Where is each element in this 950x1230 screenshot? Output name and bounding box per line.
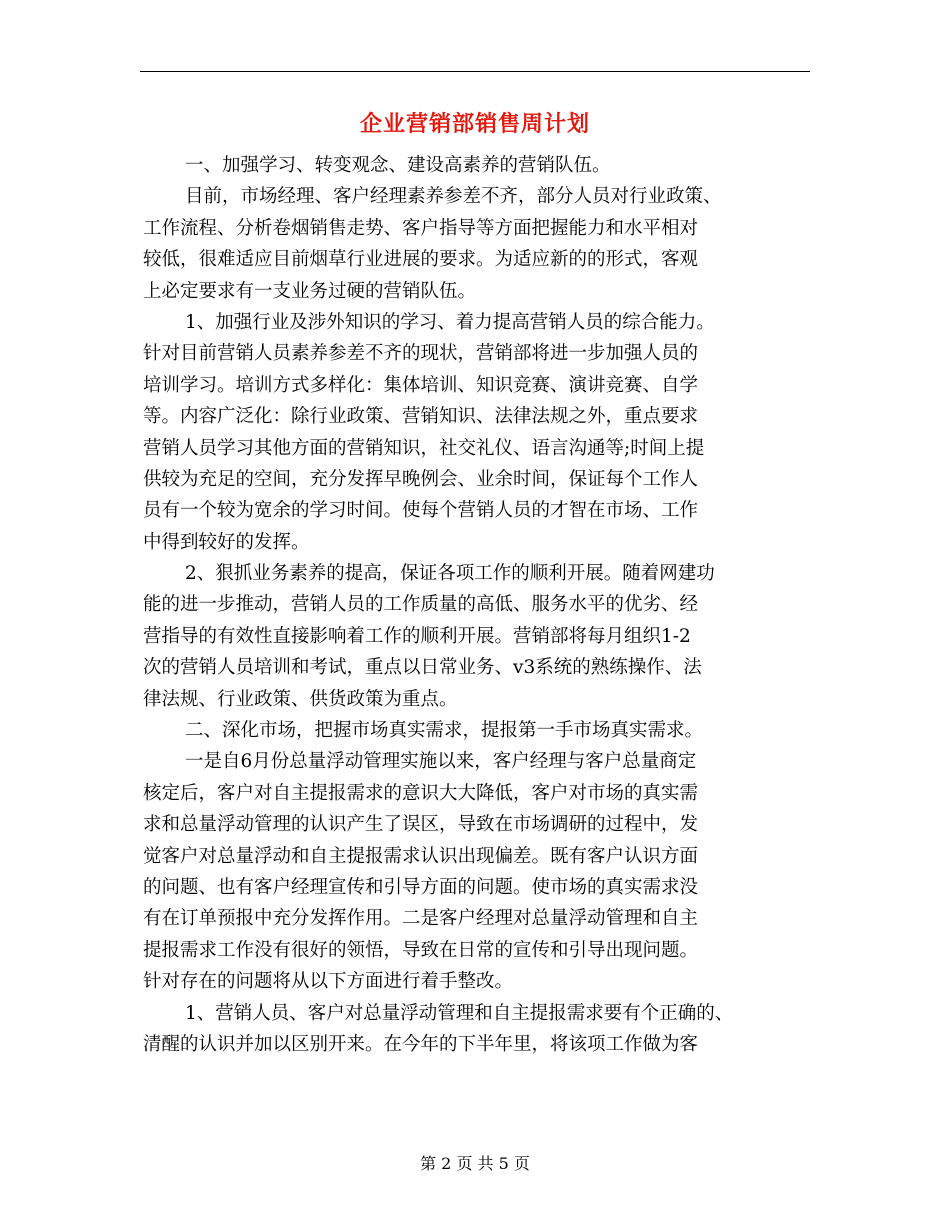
paragraph-line: 工作流程、分析卷烟销售走势、客户指导等方面把握能力和水平相对 bbox=[143, 217, 699, 239]
paragraph-line: 能的进一步推动，营销人员的工作质量的高低、服务水平的优劣、经 bbox=[143, 594, 699, 616]
paragraph-line: 上必定要求有一支业务过硬的营销队伍。 bbox=[143, 280, 477, 302]
paragraph-line: 目前，市场经理、客户经理素养参差不齐，部分人员对行业政策、 bbox=[185, 186, 722, 208]
paragraph-line: 供较为充足的空间，充分发挥早晚例会、业余时间，保证每个工作人 bbox=[143, 468, 699, 490]
document-body bbox=[143, 150, 815, 1060]
paragraph-line: 次的营销人员培训和考试，重点以日常业务、v3系统的熟练操作、法 bbox=[143, 657, 702, 679]
paragraph-line: 律法规、行业政策、供货政策为重点。 bbox=[143, 688, 458, 710]
paragraph-line: 求和总量浮动管理的认识产生了误区，导致在市场调研的过程中，发 bbox=[143, 814, 699, 836]
page-footer: 第 2 页 共 5 页 bbox=[420, 1154, 530, 1173]
paragraph-line: 营指导的有效性直接影响着工作的顺利开展。营销部将每月组织1-2 bbox=[143, 625, 691, 647]
paragraph-line: 一是自6月份总量浮动管理实施以来，客户经理与客户总量商定 bbox=[185, 751, 697, 773]
paragraph-line: 等。内容广泛化：除行业政策、营销知识、法律法规之外，重点要求 bbox=[143, 406, 699, 428]
paragraph-line: 提报需求工作没有很好的领悟，导致在日常的宣传和引导出现问题。 bbox=[143, 939, 699, 961]
paragraph-line: 培训学习。培训方式多样化：集体培训、知识竞赛、演讲竞赛、自学 bbox=[143, 374, 699, 396]
paragraph-line: 中得到较好的发挥。 bbox=[143, 531, 310, 553]
paragraph-line: 核定后，客户对自主提报需求的意识大大降低，客户对市场的真实需 bbox=[143, 782, 699, 804]
paragraph-line: 觉客户对总量浮动和自主提报需求认识出现偏差。既有客户认识方面 bbox=[143, 845, 699, 867]
paragraph-line: 2、狠抓业务素养的提高，保证各项工作的顺利开展。随着网建功 bbox=[185, 563, 715, 585]
paragraph-line: 一、加强学习、转变观念、建设高素养的营销队伍。 bbox=[185, 155, 611, 176]
paragraph-line: 清醒的认识并加以区别开来。在今年的下半年里，将该项工作做为客 bbox=[143, 1033, 699, 1055]
header-rule bbox=[140, 71, 810, 72]
paragraph-line: 1、营销人员、客户对总量浮动管理和自主提报需求要有个正确的、 bbox=[185, 1002, 734, 1024]
paragraph-line: 针对目前营销人员素养参差不齐的现状，营销部将进一步加强人员的 bbox=[143, 343, 699, 365]
paragraph-line: 有在订单预报中充分发挥作用。二是客户经理对总量浮动管理和自主 bbox=[143, 908, 699, 930]
paragraph-line: 针对存在的问题将从以下方面进行着手整改。 bbox=[143, 971, 514, 993]
paragraph-line: 的问题、也有客户经理宣传和引导方面的问题。使市场的真实需求没 bbox=[143, 876, 699, 898]
paragraph-line: 1、加强行业及涉外知识的学习、着力提高营销人员的综合能力。 bbox=[185, 311, 715, 333]
document-title: 企业营销部销售周计划 bbox=[359, 112, 590, 137]
paragraph-line: 二、深化市场，把握市场真实需求，提报第一手市场真实需求。 bbox=[185, 720, 704, 742]
paragraph-line: 较低，很难适应目前烟草行业进展的要求。为适应新的的形式，客观 bbox=[143, 249, 699, 271]
paragraph-line: 员有一个较为宽余的学习时间。使每个营销人员的才智在市场、工作 bbox=[143, 500, 699, 522]
paragraph-line: 营销人员学习其他方面的营销知识，社交礼仪、语言沟通等;时间上提 bbox=[143, 437, 705, 459]
